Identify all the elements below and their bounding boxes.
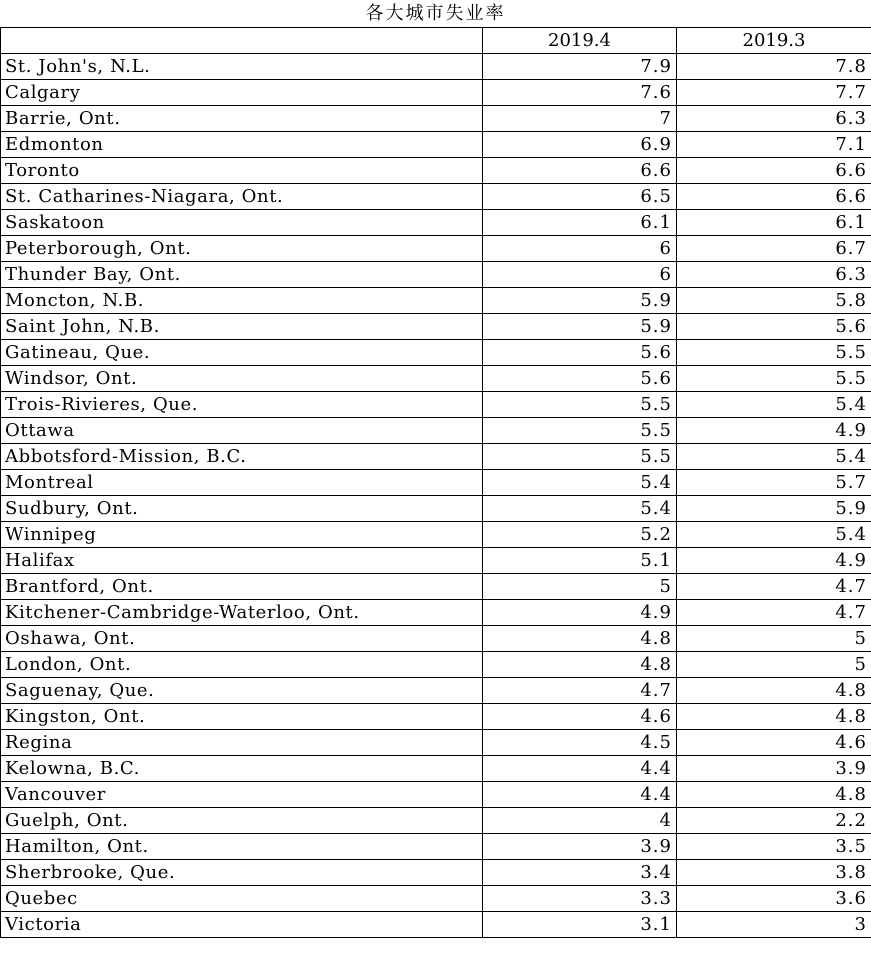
value-2019-4-cell[interactable]: 7.9 [483, 54, 677, 80]
table-row [1, 782, 871, 808]
value-2019-3-cell[interactable]: 5.4 [677, 392, 871, 418]
value-2019-3-cell[interactable]: 4.6 [677, 730, 871, 756]
table-row [1, 340, 871, 366]
value-2019-3-cell[interactable]: 4.7 [677, 574, 871, 600]
value-2019-3-cell[interactable]: 6.6 [677, 184, 871, 210]
value-2019-3-cell[interactable]: 5.7 [677, 470, 871, 496]
value-2019-4-cell[interactable]: 6.6 [483, 158, 677, 184]
table-row [1, 756, 871, 782]
value-2019-4-cell[interactable]: 7 [483, 106, 677, 132]
value-2019-3-cell[interactable]: 5.8 [677, 288, 871, 314]
city-cell[interactable]: Moncton, N.B. [1, 288, 483, 314]
table-row [1, 158, 871, 184]
table-row [1, 54, 871, 80]
table-row [1, 860, 871, 886]
value-2019-4-cell[interactable]: 5.6 [483, 366, 677, 392]
value-2019-4-cell[interactable]: 5.2 [483, 522, 677, 548]
city-cell[interactable]: Guelph, Ont. [1, 808, 483, 834]
table-row [1, 392, 871, 418]
table-row [1, 730, 871, 756]
value-2019-4-cell[interactable]: 4.7 [483, 678, 677, 704]
value-2019-3-cell[interactable]: 6.3 [677, 262, 871, 288]
value-2019-3-cell[interactable]: 5.5 [677, 340, 871, 366]
value-2019-3-cell[interactable]: 3.9 [677, 756, 871, 782]
value-2019-4-cell[interactable]: 4 [483, 808, 677, 834]
value-2019-4-cell[interactable]: 3.3 [483, 886, 677, 912]
header-2019-3[interactable]: 2019.3 [677, 28, 871, 54]
table-row [1, 704, 871, 730]
table-row [1, 288, 871, 314]
table-row [1, 496, 871, 522]
value-2019-3-cell[interactable]: 7.1 [677, 132, 871, 158]
value-2019-3-cell[interactable]: 5.4 [677, 444, 871, 470]
city-cell[interactable]: Quebec [1, 886, 483, 912]
table-row [1, 210, 871, 236]
value-2019-3-cell[interactable]: 5.9 [677, 496, 871, 522]
table-row [1, 418, 871, 444]
city-cell[interactable]: St. John's, N.L. [1, 54, 483, 80]
header-city[interactable] [1, 28, 483, 54]
value-2019-3-cell[interactable]: 5.4 [677, 522, 871, 548]
city-cell[interactable]: Saskatoon [1, 210, 483, 236]
table-row [1, 912, 871, 938]
city-cell[interactable]: Hamilton, Ont. [1, 834, 483, 860]
city-cell[interactable]: Ottawa [1, 418, 483, 444]
table-row [1, 132, 871, 158]
value-2019-3-cell[interactable]: 6.3 [677, 106, 871, 132]
city-cell[interactable]: Regina [1, 730, 483, 756]
value-2019-3-cell[interactable]: 2.2 [677, 808, 871, 834]
value-2019-4-cell[interactable]: 4.9 [483, 600, 677, 626]
table-row [1, 236, 871, 262]
header-2019-4[interactable]: 2019.4 [483, 28, 677, 54]
value-2019-4-cell[interactable]: 5.5 [483, 444, 677, 470]
city-cell[interactable]: Kelowna, B.C. [1, 756, 483, 782]
value-2019-4-cell[interactable]: 7.6 [483, 80, 677, 106]
value-2019-4-cell[interactable]: 3.4 [483, 860, 677, 886]
city-cell[interactable]: Abbotsford-Mission, B.C. [1, 444, 483, 470]
table-row [1, 574, 871, 600]
value-2019-4-cell[interactable]: 4.6 [483, 704, 677, 730]
city-cell[interactable]: Trois-Rivieres, Que. [1, 392, 483, 418]
city-cell[interactable]: Vancouver [1, 782, 483, 808]
value-2019-3-cell[interactable]: 3.5 [677, 834, 871, 860]
value-2019-3-cell[interactable]: 6.7 [677, 236, 871, 262]
table-row [1, 314, 871, 340]
table-row [1, 548, 871, 574]
city-cell[interactable]: Winnipeg [1, 522, 483, 548]
value-2019-4-cell[interactable]: 4.4 [483, 756, 677, 782]
value-2019-4-cell[interactable]: 6.1 [483, 210, 677, 236]
value-2019-3-cell[interactable]: 4.9 [677, 548, 871, 574]
city-cell[interactable]: Oshawa, Ont. [1, 626, 483, 652]
city-cell[interactable]: Sudbury, Ont. [1, 496, 483, 522]
city-cell[interactable]: Saint John, N.B. [1, 314, 483, 340]
value-2019-4-cell[interactable]: 5.5 [483, 392, 677, 418]
city-cell[interactable]: Peterborough, Ont. [1, 236, 483, 262]
value-2019-4-cell[interactable]: 6.5 [483, 184, 677, 210]
value-2019-4-cell[interactable]: 5.5 [483, 418, 677, 444]
table-row [1, 470, 871, 496]
value-2019-4-cell[interactable]: 5 [483, 574, 677, 600]
value-2019-3-cell[interactable]: 5 [677, 626, 871, 652]
city-cell[interactable]: Sherbrooke, Que. [1, 860, 483, 886]
value-2019-4-cell[interactable]: 6 [483, 236, 677, 262]
value-2019-4-cell[interactable]: 5.9 [483, 288, 677, 314]
city-cell[interactable]: Brantford, Ont. [1, 574, 483, 600]
table-row [1, 652, 871, 678]
city-cell[interactable]: Windsor, Ont. [1, 366, 483, 392]
header-row [1, 28, 871, 54]
value-2019-3-cell[interactable]: 3 [677, 912, 871, 938]
value-2019-3-cell[interactable]: 4.8 [677, 782, 871, 808]
table-row [1, 678, 871, 704]
value-2019-4-cell[interactable]: 4.8 [483, 652, 677, 678]
value-2019-3-cell[interactable]: 4.7 [677, 600, 871, 626]
value-2019-4-cell[interactable]: 3.9 [483, 834, 677, 860]
city-cell[interactable]: Thunder Bay, Ont. [1, 262, 483, 288]
city-cell[interactable]: Toronto [1, 158, 483, 184]
value-2019-4-cell[interactable]: 4.5 [483, 730, 677, 756]
value-2019-4-cell[interactable]: 5.9 [483, 314, 677, 340]
value-2019-3-cell[interactable]: 7.8 [677, 54, 871, 80]
table-row [1, 522, 871, 548]
value-2019-4-cell[interactable]: 6.9 [483, 132, 677, 158]
value-2019-3-cell[interactable]: 4.8 [677, 678, 871, 704]
table-row [1, 444, 871, 470]
city-cell[interactable]: Edmonton [1, 132, 483, 158]
value-2019-3-cell[interactable]: 3.8 [677, 860, 871, 886]
city-cell[interactable]: Gatineau, Que. [1, 340, 483, 366]
city-cell[interactable]: Barrie, Ont. [1, 106, 483, 132]
value-2019-4-cell[interactable]: 4.4 [483, 782, 677, 808]
table-row [1, 600, 871, 626]
city-cell[interactable]: Kitchener-Cambridge-Waterloo, Ont. [1, 600, 483, 626]
value-2019-3-cell[interactable]: 4.8 [677, 704, 871, 730]
city-cell[interactable]: Saguenay, Que. [1, 678, 483, 704]
city-cell[interactable]: Calgary [1, 80, 483, 106]
table-title: 各大城市失业率 [365, 3, 506, 24]
table-row [1, 886, 871, 912]
value-2019-4-cell[interactable]: 5.4 [483, 496, 677, 522]
value-2019-3-cell[interactable]: 7.7 [677, 80, 871, 106]
city-cell[interactable]: Victoria [1, 912, 483, 938]
value-2019-3-cell[interactable]: 6.6 [677, 158, 871, 184]
city-cell[interactable]: Montreal [1, 470, 483, 496]
value-2019-3-cell[interactable]: 3.6 [677, 886, 871, 912]
table-row [1, 184, 871, 210]
table-row [1, 106, 871, 132]
value-2019-3-cell[interactable]: 5.5 [677, 366, 871, 392]
value-2019-3-cell[interactable]: 6.1 [677, 210, 871, 236]
table-row [1, 366, 871, 392]
table-row [1, 262, 871, 288]
value-2019-4-cell[interactable]: 4.8 [483, 626, 677, 652]
table-row [1, 834, 871, 860]
unemployment-table [0, 27, 871, 938]
value-2019-3-cell[interactable]: 5 [677, 652, 871, 678]
value-2019-3-cell[interactable]: 5.6 [677, 314, 871, 340]
value-2019-4-cell[interactable]: 5.1 [483, 548, 677, 574]
city-cell[interactable]: London, Ont. [1, 652, 483, 678]
city-cell[interactable]: St. Catharines-Niagara, Ont. [1, 184, 483, 210]
city-cell[interactable]: Halifax [1, 548, 483, 574]
value-2019-4-cell[interactable]: 6 [483, 262, 677, 288]
table-row [1, 626, 871, 652]
value-2019-4-cell[interactable]: 5.4 [483, 470, 677, 496]
value-2019-4-cell[interactable]: 3.1 [483, 912, 677, 938]
table-body [1, 54, 871, 938]
value-2019-3-cell[interactable]: 4.9 [677, 418, 871, 444]
table-row [1, 80, 871, 106]
table-row [1, 808, 871, 834]
value-2019-4-cell[interactable]: 5.6 [483, 340, 677, 366]
city-cell[interactable]: Kingston, Ont. [1, 704, 483, 730]
